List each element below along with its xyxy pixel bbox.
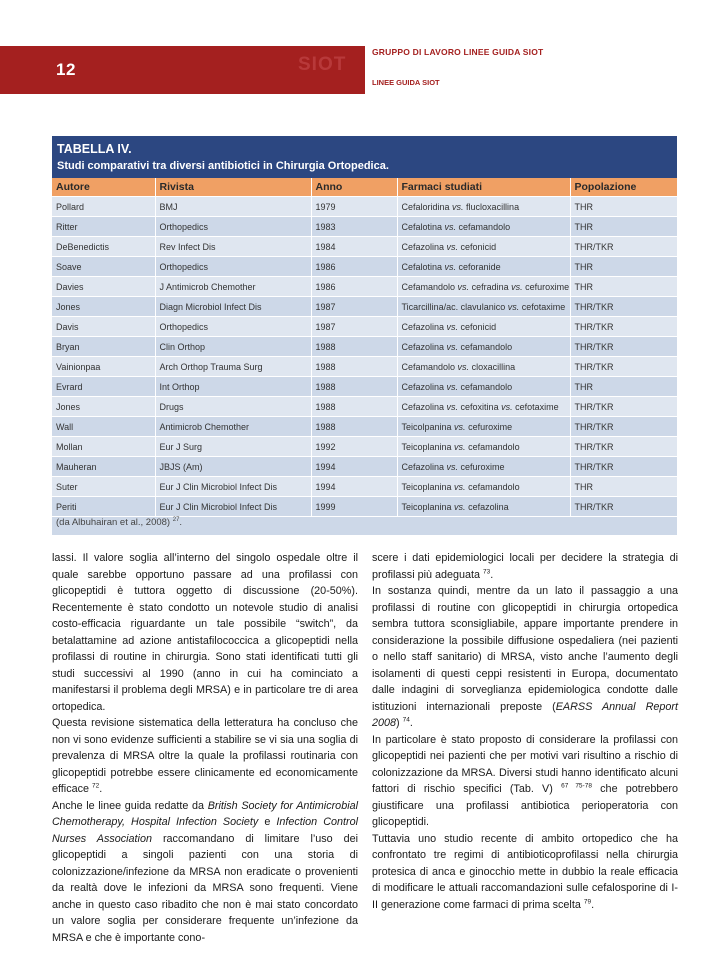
table-cell: Cefazolina vs. cefonicid — [397, 317, 570, 337]
table-cell: Drugs — [155, 397, 311, 417]
table-cell: Davis — [52, 317, 155, 337]
table-cell: Orthopedics — [155, 257, 311, 277]
table-cell: BMJ — [155, 197, 311, 217]
table-cell: Teicoplanina vs. cefamandolo — [397, 477, 570, 497]
table-cell: Teicolpanina vs. cefuroxime — [397, 417, 570, 437]
table-iv — [52, 136, 677, 535]
table-cell: Orthopedics — [155, 317, 311, 337]
table-cell: Eur J Clin Microbiol Infect Dis — [155, 497, 311, 517]
table-cell: Periti — [52, 497, 155, 517]
table-cell: 1986 — [311, 277, 397, 297]
paragraph: Anche le linee guida redatte da British Society for Antimicrobial Chemotherapy, Hospital Infection Society e Infection Control Nurses Association raccomandano di limitare l’uso dei glicopeptidi a singoli pazienti con una storia di colonizzazione/infezione da MRSA non eradicate o provenienti da realtà dove le infezioni da MRSA sono frequenti. Viene anche in questo caso ribadito che non è mai stato concordato un valore soglia per considerare frequente un’infezione da MRSA e che è importante cono- — [52, 799, 359, 944]
table-cell: Int Orthop — [155, 377, 311, 397]
table-cell: Teicoplanina vs. cefazolina — [397, 497, 570, 517]
column-header: Rivista — [155, 178, 311, 197]
table-header-row — [52, 178, 677, 197]
table-row — [52, 197, 677, 217]
table-cell: Diagn Microbiol Infect Dis — [155, 297, 311, 317]
table-cell: 1987 — [311, 317, 397, 337]
table-cell: THR/TKR — [570, 497, 677, 517]
table-row — [52, 417, 677, 437]
table-cell: 1988 — [311, 337, 397, 357]
table-cell: Orthopedics — [155, 217, 311, 237]
table-cell: Ticarcillina/ac. clavulanico vs. cefotaxime — [397, 297, 570, 317]
column-header: Anno — [311, 178, 397, 197]
table-row — [52, 277, 677, 297]
table-cell: THR — [570, 377, 677, 397]
table-cell: Cefazolina vs. cefuroxime — [397, 457, 570, 477]
paragraph: Questa revisione sistematica della letteratura ha concluso che non vi sono evidenze sufficienti a stabilire se vi sia una soglia di prevalenza di MRSA oltre la quale la profilassi routinaria con glicopeptidi potrebbe essere clinicamente ed economicamente efficace $^{72}$. — [52, 717, 358, 795]
table-body — [52, 197, 677, 517]
header-group-title: GRUPPO DI LAVORO LINEE GUIDA SIOT — [372, 47, 544, 57]
table-cell: Cefazolina vs. cefonicid — [397, 237, 570, 257]
table-cell: Soave — [52, 257, 155, 277]
table-cell: Mauheran — [52, 457, 155, 477]
table-row — [52, 377, 677, 397]
table-cell: JBJS (Am) — [155, 457, 311, 477]
body-column-left — [52, 550, 358, 946]
table-cell: Jones — [52, 297, 155, 317]
table-cell: Vainionpaa — [52, 357, 155, 377]
table-cell: Eur J Surg — [155, 437, 311, 457]
table-cell: THR/TKR — [570, 397, 677, 417]
table-cell: Davies — [52, 277, 155, 297]
table-cell: Clin Orthop — [155, 337, 311, 357]
table-cell: THR — [570, 477, 677, 497]
table-cell: Antimicrob Chemother — [155, 417, 311, 437]
table-cell: Evrard — [52, 377, 155, 397]
table-cell: 1994 — [311, 477, 397, 497]
table-cell: Cefalotina vs. ceforanide — [397, 257, 570, 277]
table-cell: Suter — [52, 477, 155, 497]
table-cell: 1994 — [311, 457, 397, 477]
table-cell: 1988 — [311, 397, 397, 417]
table-cell: Bryan — [52, 337, 155, 357]
table-cell: Cefaloridina vs. flucloxacillina — [397, 197, 570, 217]
table-cell: Teicoplanina vs. cefamandolo — [397, 437, 570, 457]
table-row — [52, 437, 677, 457]
table-row — [52, 357, 677, 377]
table-cell: DeBenedictis — [52, 237, 155, 257]
table-cell: THR/TKR — [570, 337, 677, 357]
table-source-ref: 27 — [172, 517, 180, 523]
page-number: 12 — [56, 60, 76, 79]
table-cell: Wall — [52, 417, 155, 437]
table-cell: THR — [570, 257, 677, 277]
table-source: (da Albuhairan et al., 2008) $^{27}$. — [56, 517, 183, 529]
table-cell: THR/TKR — [570, 237, 677, 257]
table-source-text: (da Albuhairan et al., 2008) — [56, 517, 171, 529]
table-cell: Cefalotina vs. cefamandolo — [397, 217, 570, 237]
table-row — [52, 217, 677, 237]
table-cell: THR — [570, 197, 677, 217]
table-cell: 1988 — [311, 417, 397, 437]
table-cell: 1988 — [311, 377, 397, 397]
table-row — [52, 337, 677, 357]
table-cell: Cefamandolo vs. cloxacillina — [397, 357, 570, 377]
column-header: Autore — [52, 178, 155, 197]
table-cell: THR/TKR — [570, 317, 677, 337]
table-cell: Cefazolina vs. cefamandolo — [397, 337, 570, 357]
table-row — [52, 477, 677, 497]
table-cell: Mollan — [52, 437, 155, 457]
paragraph: In particolare è stato proposto di considerare la profilassi con glicopeptidi nei pazienti che per motivi vari risultino a rischio di colonizzazione da MRSA. Diversi studi hanno identificato alcuni fattori di rischio specifici (Tab. V) $^{67 75-78}$ che potrebbero giustificare una profilassi antibiotica perioperatoria con glicopeptidi. — [372, 733, 679, 828]
table-title-band — [52, 136, 677, 178]
header-subtitle: LINEE GUIDA SIOT — [372, 78, 440, 87]
table-row — [52, 237, 677, 257]
table-cell: Eur J Clin Microbiol Infect Dis — [155, 477, 311, 497]
table-cell: THR/TKR — [570, 437, 677, 457]
table-cell: Rev Infect Dis — [155, 237, 311, 257]
table-cell: THR/TKR — [570, 457, 677, 477]
table-cell: Ritter — [52, 217, 155, 237]
table-row — [52, 317, 677, 337]
table-cell: Jones — [52, 397, 155, 417]
column-header: Popolazione — [570, 178, 677, 197]
table-cell: 1992 — [311, 437, 397, 457]
table-cell: THR — [570, 217, 677, 237]
table-row — [52, 397, 677, 417]
table-title: TABELLA IV. — [57, 142, 132, 156]
table-cell: 1999 — [311, 497, 397, 517]
paragraph: lassi. Il valore soglia all’interno del singolo ospedale oltre il quale sarebbe opportuno passare ad una profilassi con glicopeptidi è tuttora oggetto di discussione (20-50%). Recentemente è stato condotto un notevole studio di analisi costo-efficacia riguardante un tale possibile “switch”, da betalattamine ad azione antistafilococcica a glicopeptidi nella profilassi di routine in chirurgia. Sono stati identificati tutti gli studi successivi al 1990 (anno in cui ha cominciato a manifestarsi il problema degli MRSA) e in particolare tre di area ortopedica. — [52, 552, 358, 713]
table-cell: 1986 — [311, 257, 397, 277]
table-cell: THR/TKR — [570, 297, 677, 317]
table-caption: Studi comparativi tra diversi antibiotici in Chirurgia Ortopedica. — [57, 160, 389, 172]
siot-logo: SIOT — [298, 54, 347, 75]
table-cell: 1987 — [311, 297, 397, 317]
table-cell: THR/TKR — [570, 357, 677, 377]
table-cell: Cefazolina vs. cefamandolo — [397, 377, 570, 397]
table-row — [52, 257, 677, 277]
table-cell: Pollard — [52, 197, 155, 217]
table-cell: THR/TKR — [570, 417, 677, 437]
paragraph: In sostanza quindi, mentre da un lato il passaggio a una profilassi di routine con glicopeptidi in chirurgia ortopedica sembra tuttora sconsigliabile, appare importante prendere in considerazione la possibile diffusione ospedaliera (nei pazienti o nello staff sanitario) di MRSA, visto anche l’aumento degli isolamenti di questi ceppi resistenti in Europa, documentato dalle indagini di sorveglianza epidemiologica condotte dalle istituzioni internazionali preposte (EARSS Annual Report 2008) $^{74}$. — [372, 585, 678, 729]
table-cell: Cefazolina vs. cefoxitina vs. cefotaxime — [397, 397, 570, 417]
table-cell: Cefamandolo vs. cefradina vs. cefuroxime — [397, 277, 570, 297]
comparison-table — [52, 178, 678, 517]
table-cell: 1979 — [311, 197, 397, 217]
table-cell: J Antimicrob Chemother — [155, 277, 311, 297]
table-row — [52, 497, 677, 517]
body-column-right — [372, 550, 678, 913]
paragraph: Tuttavia uno studio recente di ambito ortopedico che ha confrontato tre regimi di antibioticoprofilassi nella chirurgia protesica di anca e ginocchio mette in dubbio la reale efficacia di modificare le attuali raccomandazioni sulle cefalosporine di I-II generazione come farmaci di prima scelta $^{79}$. — [372, 832, 678, 911]
table-row — [52, 457, 677, 477]
table-cell: 1984 — [311, 237, 397, 257]
table-cell: 1988 — [311, 357, 397, 377]
table-cell: THR — [570, 277, 677, 297]
paragraph: scere i dati epidemiologici locali per decidere la strategia di profilassi più adeguata $^{73}$. — [372, 552, 678, 581]
column-header: Farmaci studiati — [397, 178, 570, 197]
table-row — [52, 297, 677, 317]
table-cell: 1983 — [311, 217, 397, 237]
table-cell: Arch Orthop Trauma Surg — [155, 357, 311, 377]
